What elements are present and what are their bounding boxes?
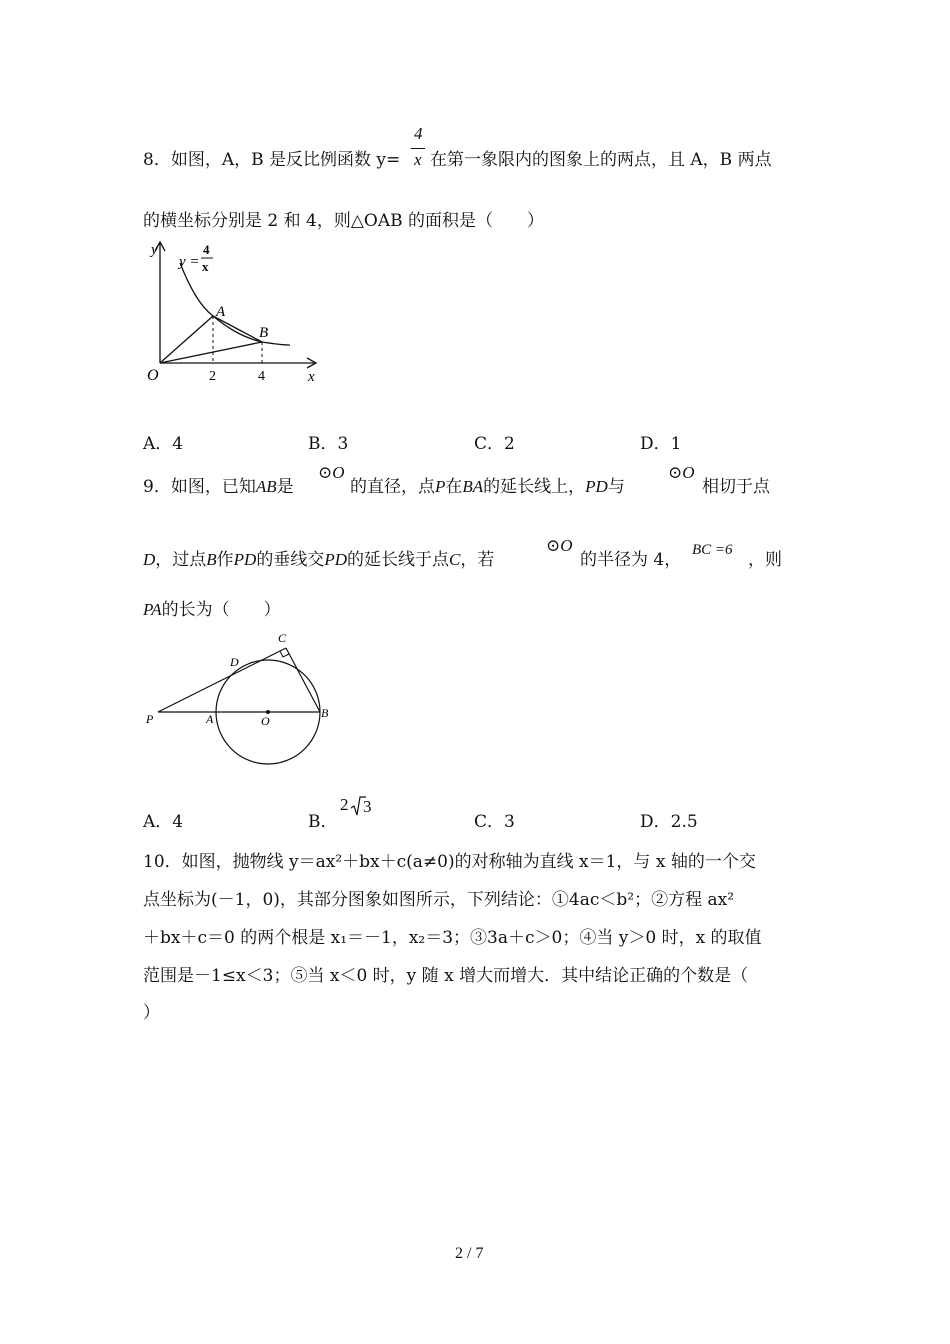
q9-l1-f: 与	[607, 477, 625, 497]
q9-circle-O-3: ⊙O	[546, 536, 573, 555]
q9-circle-O-1: ⊙O	[318, 463, 345, 482]
q8-frac-bar	[411, 148, 425, 149]
q9-label-C: C	[278, 631, 287, 645]
q9-line1	[143, 477, 294, 497]
q9-line-CB	[286, 648, 320, 712]
q9-l2-D: D	[143, 550, 156, 569]
q9-line1-rest	[350, 477, 625, 497]
q9-l2-d: 的延长线于点	[347, 550, 450, 570]
q9-option-c: C．3	[474, 812, 515, 832]
q8-label-O: O	[147, 367, 159, 384]
q9-l2-a: ，过点	[155, 550, 207, 570]
q8-label-eq: y =	[179, 254, 200, 270]
q9-option-d: D．2.5	[640, 812, 698, 832]
q10-line3: ＋bx＋c＝0 的两个根是 x₁＝－1，x₂＝3；③3a＋c＞0；④当 y＞0 时，x 的取值	[143, 928, 762, 948]
q9-l1-d: 在	[445, 477, 463, 497]
q10-line4: 范围是－1≤x＜3；⑤当 x＜0 时，y 随 x 增大而增大．其中结论正确的个数是（	[143, 966, 749, 986]
q9-l2-B: B	[206, 550, 217, 569]
q8-label-y: y	[151, 242, 158, 258]
q9-line2	[143, 550, 494, 570]
q8-frac-num: 4	[414, 124, 423, 143]
q9-line-PC	[158, 648, 286, 712]
q10-line5: ）	[143, 1003, 160, 1023]
q9-figure	[140, 628, 340, 768]
q9-l2-b: 作	[216, 550, 234, 570]
q10-line2: 点坐标为(－1，0)，其部分图象如图所示，下列结论：①4ac＜b²；②方程 ax²	[143, 890, 735, 910]
q8-segment-OB	[160, 342, 262, 363]
q8-frac-den: x	[414, 150, 422, 169]
q9-circle-O-2: ⊙O	[668, 463, 695, 482]
q8-eq-den: x	[202, 259, 209, 274]
q9-option-b-radicand: 3	[363, 797, 372, 816]
q8-hyperbola	[180, 263, 290, 345]
q8-option-d: D．1	[640, 434, 682, 454]
q8-line1-post: 在第一象限内的图象上的两点，且 A，B 两点	[430, 150, 772, 170]
q8-eq-num: 4	[203, 242, 210, 257]
q9-l1-BA: BA	[462, 477, 484, 496]
q9-line3	[143, 600, 281, 620]
q9-l2-f: 的半径为 4，	[580, 550, 682, 570]
q10-line1: 10．如图，抛物线 y＝ax²＋bx＋c(a≠0)的对称轴为直线 x＝1，与 x 轴的一个交	[143, 852, 756, 872]
q9-l2-c: 的垂线交	[256, 550, 325, 570]
q9-l1-P: P	[435, 477, 446, 496]
q9-label-A: A	[206, 712, 214, 726]
q9-l2-C: C	[449, 550, 461, 569]
q9-l2-PD1: PD	[233, 550, 257, 569]
q9-l3-PA: PA	[143, 600, 162, 619]
q8-line2: 的横坐标分别是 2 和 4，则△OAB 的面积是（ ）	[143, 211, 545, 231]
q9-l1-PD: PD	[585, 477, 608, 496]
q8-option-b: B．3	[308, 434, 349, 454]
q8-tick-4: 4	[258, 369, 265, 384]
q9-label-D: D	[230, 655, 239, 669]
q9-option-b-prefix: B．	[308, 812, 338, 832]
q9-l1-c: 的直径，点	[350, 477, 435, 497]
q9-label-O: O	[261, 714, 270, 728]
q9-l1-e: 的延长线上，	[483, 477, 586, 497]
q9-label-B: B	[321, 706, 329, 720]
q8-segment-OA	[160, 316, 213, 363]
q8-label-B: B	[259, 325, 269, 341]
page-number: 2 / 7	[455, 1245, 484, 1262]
q8-label-A: A	[216, 304, 226, 320]
q9-l2-g: ，则	[748, 550, 782, 570]
q8-option-c: C．2	[474, 434, 515, 454]
q8-line1-pre: 8．如图，A，B 是反比例函数 y=	[143, 150, 401, 170]
q9-option-b-coef: 2	[340, 795, 349, 814]
q8-label-x: x	[308, 369, 315, 385]
q9-l1-g: 相切于点	[702, 477, 770, 497]
q8-tick-2: 2	[209, 369, 216, 384]
q9-l3-a: 的长为（ ）	[161, 600, 281, 620]
q9-l2-PD2: PD	[324, 550, 348, 569]
q8-figure	[135, 238, 335, 388]
q9-l1-b: 是	[276, 477, 294, 497]
q8-option-a: A．4	[143, 434, 184, 454]
q9-l1-AB: AB	[255, 477, 277, 496]
q9-l2-BC: BC =6	[692, 542, 733, 558]
q9-l1-a: 9．如图，已知	[143, 477, 256, 497]
q9-option-a: A．4	[143, 812, 184, 832]
q9-l2-e: ，若	[460, 550, 495, 570]
q9-label-P: P	[146, 712, 154, 726]
